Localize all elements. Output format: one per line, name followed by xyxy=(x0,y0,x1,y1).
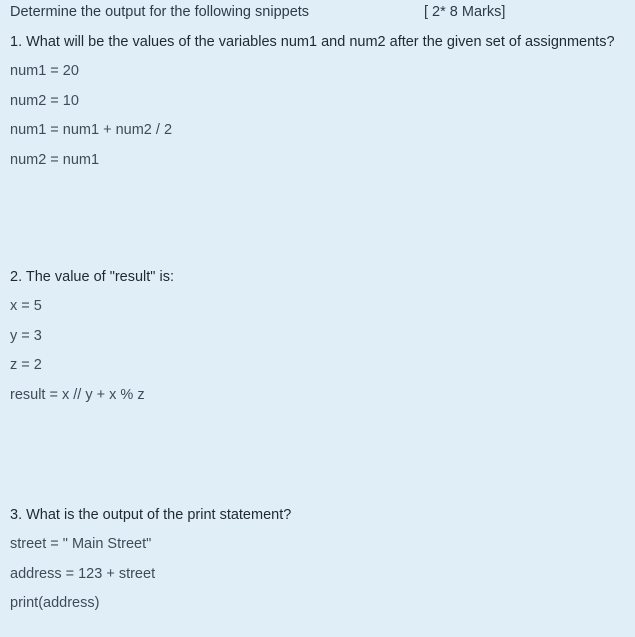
marks-label: [ 2* 8 Marks] xyxy=(424,4,506,20)
question-3-line-3: print(address) xyxy=(10,595,100,611)
question-1-line-2: num2 = 10 xyxy=(10,93,79,109)
question-3-prompt: 3. What is the output of the print statement? xyxy=(10,507,292,523)
question-2-line-2: y = 3 xyxy=(10,328,42,344)
question-1-line-4: num2 = num1 xyxy=(10,152,100,168)
question-3-line-2: address = 123 + street xyxy=(10,566,156,582)
question-1-line-3: num1 = num1 + num2 / 2 xyxy=(10,122,173,138)
question-2-line-1: x = 5 xyxy=(10,298,42,314)
question-2-line-3: z = 2 xyxy=(10,357,42,373)
question-2-line-4: result = x // y + x % z xyxy=(10,387,145,403)
instructions-heading: Determine the output for the following snippets xyxy=(10,4,310,20)
question-1-line-1: num1 = 20 xyxy=(10,63,79,79)
question-1-prompt: 1. What will be the values of the variables num1 and num2 after the given set of assignments? xyxy=(10,34,615,50)
question-2-prompt: 2. The value of "result" is: xyxy=(10,269,174,285)
question-3-line-1: street = " Main Street" xyxy=(10,536,152,552)
